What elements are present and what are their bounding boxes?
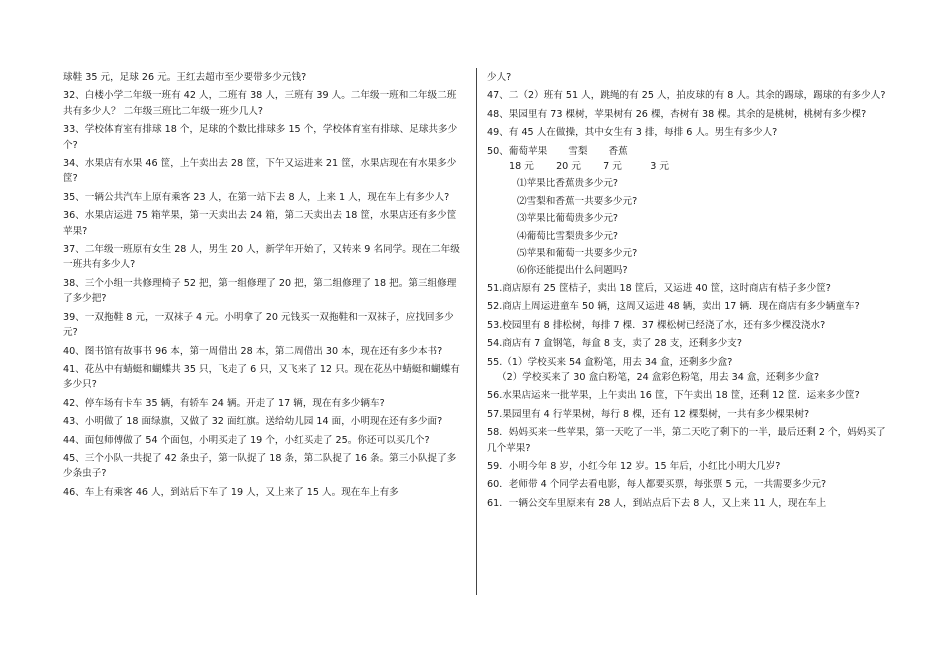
question-50-sub-2: ⑵雪梨和香蕉一共要多少元? — [517, 195, 638, 207]
question-55-part-2: （2）学校买来了 30 盒白粉笔，24 盒彩色粉笔，用去 34 盒，还剩多少盒? — [497, 371, 820, 383]
question-56: 56.水果店运来一批苹果，上午卖出 16 筐，下午卖出 18 筐，还剩 12 筐．运来多少筐? — [487, 390, 860, 402]
price-banana: 3 元 — [650, 161, 669, 173]
question-39: 39、一双拖鞋 8 元，一双袜子 4 元。小明拿了 20 元钱买一双拖鞋和一双袜子，应找回多少元? — [63, 311, 454, 339]
question-40: 40、图书馆有故事书 96 本，第一周借出 28 本，第二周借出 30 本，现在还有多少本书? — [63, 345, 443, 357]
price-pear: 7 元 — [603, 161, 622, 173]
fruit-pear: 雪梨 — [568, 145, 588, 157]
question-50-sub-3: ⑶苹果比葡萄贵多少元? — [517, 213, 619, 225]
question-60: 60．老师带 4 个同学去看电影，每人都要买票，每张票 5 元，一共需要多少元? — [487, 479, 827, 491]
question-51: 51.商店原有 25 筐桔子，卖出 18 筐后，又运进 40 筐，这时商店有桔子多少筐? — [487, 282, 831, 294]
question-44: 44、面包师傅做了 54 个面包，小明买走了 19 个，小红买走了 25。你还可以买几个? — [63, 434, 430, 446]
question-50-sub-1: ⑴苹果比香蕉贵多少元? — [517, 178, 619, 190]
question-31-tail: 球鞋 35 元，足球 26 元。王红去超市至少要带多少元钱? — [63, 72, 307, 83]
question-55-part-1: 55.（1）学校买来 54 盒粉笔，用去 34 盒，还剩多少盒? — [487, 356, 733, 368]
question-50-prices — [487, 159, 891, 174]
question-32: 32、白楼小学二年级一班有 42 人，二班有 38 人，三班有 39 人。二年级一班和二年级二班共有多少人？ 二年级三班比二年级一班少几人? — [63, 90, 457, 117]
question-54: 54.商店有 7 盒钢笔，每盒 8 支，卖了 28 支，还剩多少支? — [487, 338, 742, 350]
question-59: 59．小明今年 8 岁，小红今年 12 岁。15 年后，小红比小明大几岁? — [487, 460, 781, 472]
question-52: 52.商店上周运进童车 50 辆，这周又运进 48 辆，卖出 17 辆．现在商店有多少辆童车? — [487, 301, 860, 313]
question-61: 61．一辆公交车里原来有 28 人，到站点后下去 8 人，又上来 11 人，现在车上 — [487, 497, 827, 509]
question-58: 58．妈妈买来一些苹果，第一天吃了一半，第二天吃了剩下的一半，最后还剩 2 个，妈妈买了几个苹果? — [487, 427, 886, 454]
question-50-fruits — [487, 144, 891, 159]
question-46: 46、车上有乘客 46 人，到站后下车了 19 人，又上来了 15 人。现在车上有多 — [63, 486, 399, 498]
price-apple: 20 元 — [556, 161, 581, 173]
question-48: 48、果园里有 73 棵树，苹果树有 26 棵，杏树有 38 棵。其余的是桃树，桃树有多少棵? — [487, 108, 867, 120]
question-42: 42、停车场有卡车 35 辆，有轿车 24 辆。开走了 17 辆，现在有多少辆车? — [63, 397, 385, 409]
left-column — [63, 70, 465, 503]
question-57: 57.果园里有 4 行苹果树，每行 8 棵，还有 12 棵梨树，一共有多少棵果树? — [487, 408, 810, 420]
right-column — [487, 70, 891, 514]
question-36: 36、水果店运进 75 箱苹果，第一天卖出去 24 箱，第二天卖出去 18 筐，水果店还有多少筐苹果? — [63, 210, 457, 237]
fruit-grape-apple: 50、葡萄苹果 — [487, 145, 548, 157]
question-37: 37、二年级一班原有女生 28 人，男生 20 人，新学年开始了，又转来 9 名同学。现在二年级一班共有多少人? — [63, 244, 460, 271]
question-50-sub-5: ⑸苹果和葡萄一共要多少元? — [517, 248, 638, 260]
fruit-banana: 香蕉 — [608, 145, 628, 157]
question-53: 53.校园里有 8 排松树，每排 7 棵．37 棵松树已经浇了水，还有多少棵没浇水? — [487, 319, 826, 331]
question-33: 33、学校体育室有排球 18 个，足球的个数比排球多 15 个，学校体育室有排球、足球共多少个? — [63, 124, 458, 151]
question-43: 43、小明做了 18 面绿旗，又做了 32 面红旗。送给幼儿园 14 面，小明现在还有多少面? — [63, 416, 443, 428]
question-34: 34、水果店有水果 46 筐，上午卖出去 28 筐，下午又运进来 21 筐，水果店现在有水果多少筐? — [63, 158, 457, 185]
question-46-tail: 少人? — [487, 72, 512, 83]
question-35: 35、一辆公共汽车上原有乘客 23 人，在第一站下去 8 人，上来 1 人，现在车上有多少人? — [63, 191, 450, 203]
question-49: 49、有 45 人在做操，其中女生有 3 排，每排 6 人。男生有多少人? — [487, 127, 778, 139]
question-45: 45、三个小队一共捉了 42 条虫子，第一队捉了 18 条，第二队捉了 16 条。第三小队捉了多少条虫子? — [63, 452, 457, 480]
question-47: 47、二（2）班有 51 人，跳绳的有 25 人，拍皮球的有 8 人。其余的踢球，踢球的有多少人? — [487, 90, 886, 102]
question-38: 38、三个小组一共修理椅子 52 把，第一组修理了 20 把，第二组修理了 18 把。第三组修理了多少把? — [63, 277, 457, 305]
question-50-sub-6: ⑹你还能提出什么问题吗? — [517, 265, 628, 277]
question-50-sub-4: ⑷葡萄比雪梨贵多少元? — [517, 230, 619, 242]
column-divider — [476, 68, 477, 595]
question-41: 41、花丛中有蜻蜓和蝴蝶共 35 只，飞走了 6 只，又飞来了 12 只。现在花丛中蜻蜓和蝴蝶有多少只? — [63, 363, 460, 391]
price-grape: 18 元 — [509, 161, 534, 173]
